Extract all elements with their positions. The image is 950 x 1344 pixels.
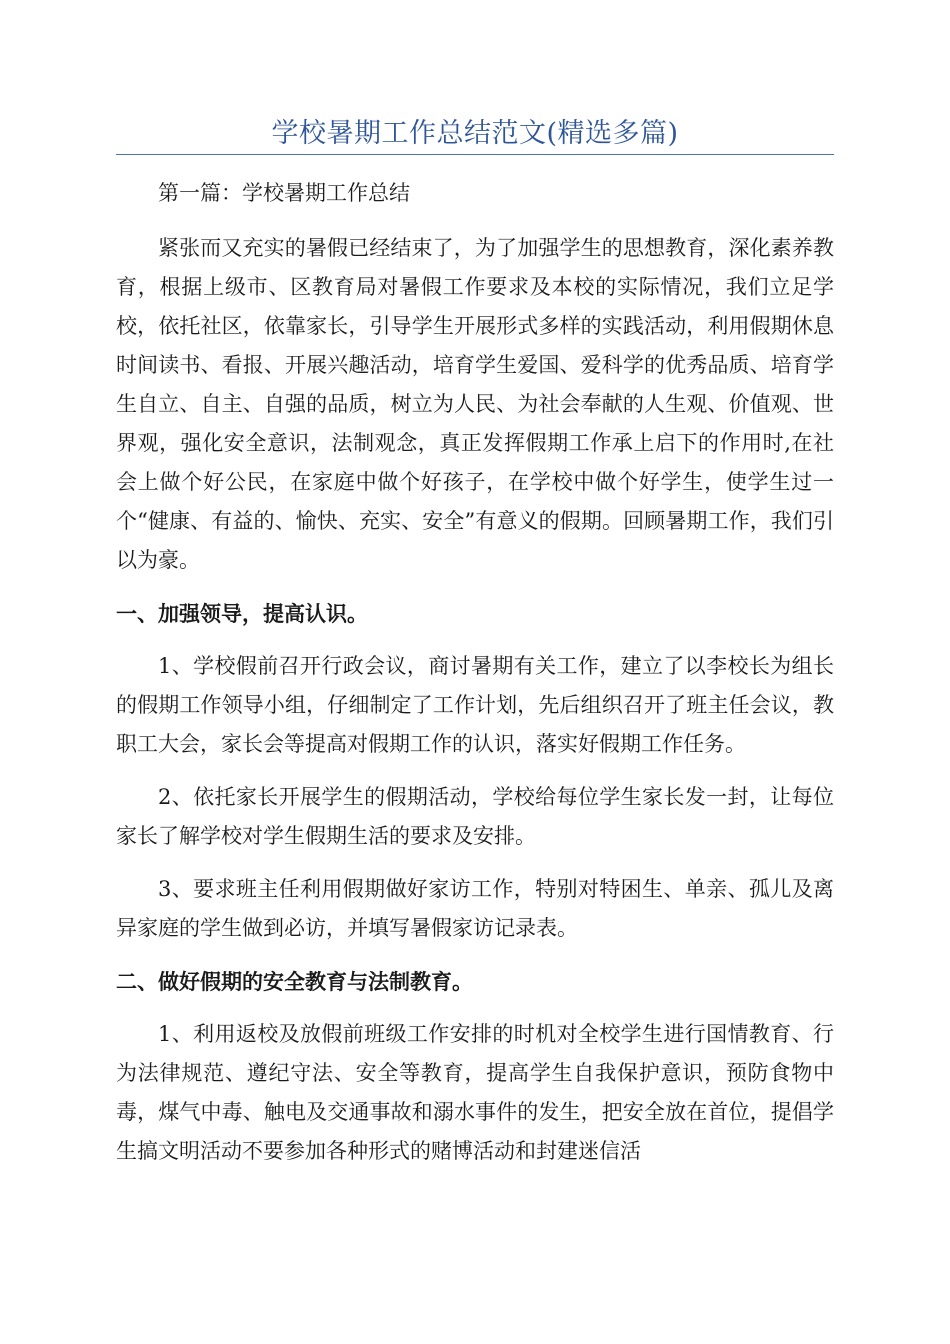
article-subtitle: 第一篇：学校暑期工作总结	[158, 181, 410, 205]
section1-item-1: 1、学校假前召开行政会议，商讨暑期有关工作，建立了以李校长为组长的假期工作领导小组，仔细制定了工作计划，先后组织召开了班主任会议，教职工大会，家长会等提高对假期工作的认识，落实好假期工作任务。	[116, 654, 834, 756]
section2-item-1: 1、利用返校及放假前班级工作安排的时机对全校学生进行国情教育、行为法律规范、遵纪守法、安全等教育，提高学生自我保护意识，预防食物中毒，煤气中毒、触电及交通事故和溺水事件的发生，把安全放在首位，提倡学生搞文明活动不要参加各种形式的赌博活动和封建迷信活	[116, 1022, 834, 1163]
document-body	[116, 174, 834, 1185]
section1-item-2: 2、依托家长开展学生的假期活动，学校给每位学生家长发一封，让每位家长了解学校对学生假期生活的要求及安排。	[116, 785, 834, 848]
section-heading-1: 一、加强领导，提高认识。	[116, 601, 368, 626]
title-underline	[116, 154, 834, 155]
document-title: 学校暑期工作总结范文(精选多篇)	[271, 118, 679, 149]
section1-item-3: 3、要求班主任利用假期做好家访工作，特别对特困生、单亲、孤儿及离异家庭的学生做到必访，并填写暑假家访记录表。	[116, 877, 834, 940]
intro-paragraph: 紧张而又充实的暑假已经结束了，为了加强学生的思想教育，深化素养教育，根据上级市、区教育局对暑假工作要求及本校的实际情况，我们立足学校，依托社区，依靠家长，引导学生开展形式多样的实践活动，利用假期休息时间读书、看报、开展兴趣活动，培育学生爱国、爱科学的优秀品质、培育学生自立、自主、自强的品质，树立为人民、为社会奉献的人生观、价值观、世界观，强化安全意识，法制观念，真正发挥假期工作承上启下的作用时,在社会上做个好公民，在家庭中做个好孩子，在学校中做个好学生，使学生过一个“健康、有益的、愉快、充实、安全”有意义的假期。回顾暑期工作，我们引以为豪。	[116, 236, 834, 572]
section-heading-2: 二、做好假期的安全教育与法制教育。	[116, 969, 473, 994]
